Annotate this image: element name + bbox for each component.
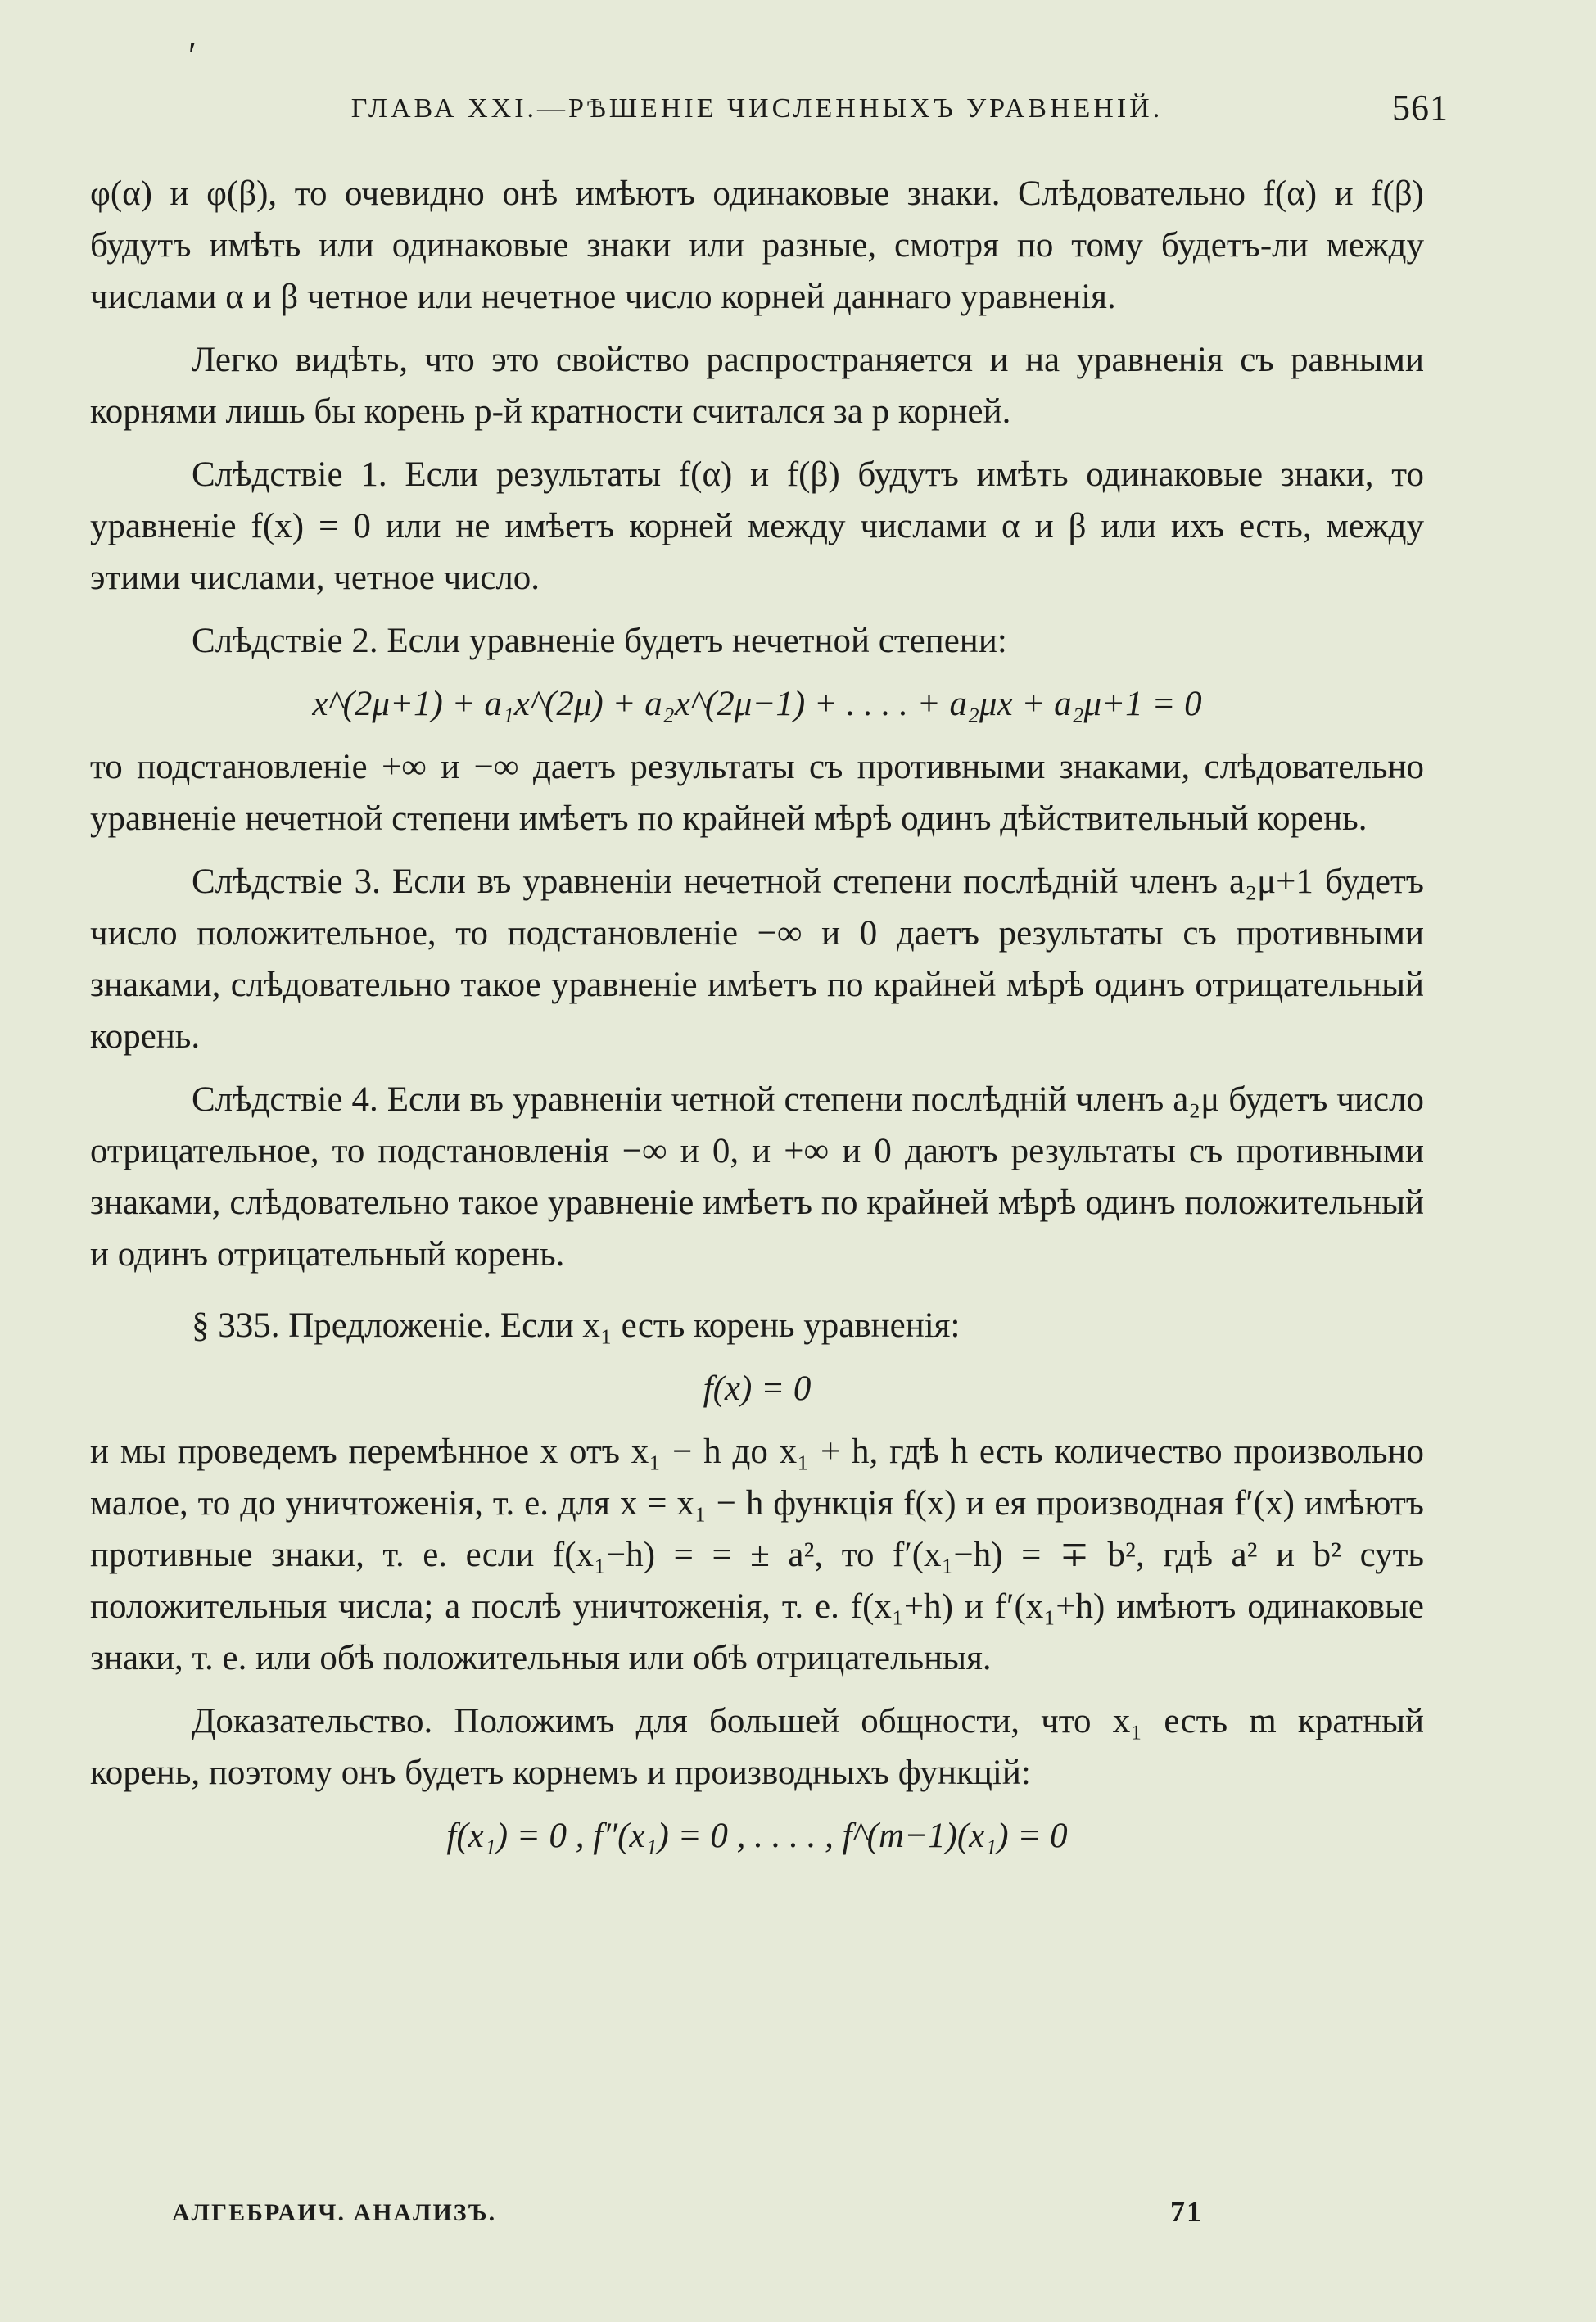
equation-fx: f(x) = 0 <box>703 1369 812 1408</box>
top-mark: ʹ <box>188 35 197 75</box>
section-335-proposition: § 335. Предложеніе. Если x₁ есть корень уравненія: <box>192 1306 961 1345</box>
footer-sheet-number: 71 <box>1170 2195 1203 2228</box>
page-body <box>90 168 1424 1873</box>
paragraph-continuation: φ(α) и φ(β), то очевидно онѣ имѣютъ одинаковые знаки. Слѣдовательно f(α) и f(β) будутъ имѣть или одинаковые знаки или разные, смотря по тому будетъ-ли между числами α и β четное или нечетное число корней даннаго уравненія. <box>90 174 1424 316</box>
corollary-4: Слѣдствіе 4. Если въ уравненіи четной степени послѣдній членъ a₂μ будетъ число отрицательное, то подстановленія −∞ и 0, и +∞ и 0 даютъ результаты съ противными знаками, слѣдовательно такое уравненіе имѣетъ по крайней мѣрѣ одинъ положительный и одинъ отрицательный корень. <box>90 1080 1424 1274</box>
page-number: 561 <box>1392 88 1449 128</box>
running-header <box>90 82 1449 131</box>
derivative-equations: f(x₁) = 0 , f″(x₁) = 0 , . . . . , f^(m−1)(x₁) = 0 <box>446 1817 1068 1855</box>
paragraph-property: Легко видѣть, что это свойство распространяется и на уравненія съ равными корнями лишь бы корень p-й кратности считался за p корней. <box>90 341 1424 431</box>
paragraph-proposition-body: и мы проведемъ перемѣнное x отъ x₁ − h до x₁ + h, гдѣ h есть количество произвольно малое, то до уничтоженія, т. е. для x = x₁ − h функція f(x) и ея производная f′(x) имѣютъ противные знаки, т. е. если f(x₁−h) = = ± a², то f′(x₁−h) = ∓ b², гдѣ a² и b² суть положительныя числа; а послѣ уничтоженія, т. е. f(x₁+h) и f′(x₁+h) имѣютъ одинаковые знаки, т. е. или обѣ положительныя или обѣ отрицательныя. <box>90 1433 1424 1677</box>
footer-signature: АЛГЕБРАИЧ. АНАЛИЗЪ. <box>172 2199 497 2226</box>
corollary-2: Слѣдствіе 2. Если уравненіе будетъ нечетной степени: <box>192 622 1007 660</box>
chapter-title: ГЛАВА XXI.—РѢШЕНІЕ ЧИСЛЕННЫХЪ УРАВНЕНІЙ. <box>350 93 1164 124</box>
corollary-3: Слѣдствіе 3. Если въ уравненіи нечетной степени послѣдній членъ a₂μ+1 будетъ число положительное, то подстановленіе −∞ и 0 даетъ результаты съ противными знаками, слѣдовательно такое уравненіе имѣетъ по крайней мѣрѣ одинъ отрицательный корень. <box>90 862 1424 1056</box>
odd-degree-equation: x^(2μ+1) + a₁x^(2μ) + a₂x^(2μ−1) + . . . . + a₂μx + a₂μ+1 = 0 <box>312 685 1202 723</box>
proof-paragraph: Доказательство. Положимъ для большей общности, что x₁ есть m кратный корень, поэтому онъ будетъ корнемъ и производныхъ функцій: <box>90 1702 1424 1792</box>
corollary-1: Слѣдствіе 1. Если результаты f(α) и f(β) будутъ имѣть одинаковые знаки, то уравненіе f(x) = 0 или не имѣетъ корней между числами α и β или ихъ есть, между этими числами, четное число. <box>90 455 1424 597</box>
paragraph-substitution: то подстановленіе +∞ и −∞ даетъ результаты съ противными знаками, слѣдовательно уравненіе нечетной степени имѣетъ по крайней мѣрѣ одинъ дѣйствительный корень. <box>90 748 1424 838</box>
